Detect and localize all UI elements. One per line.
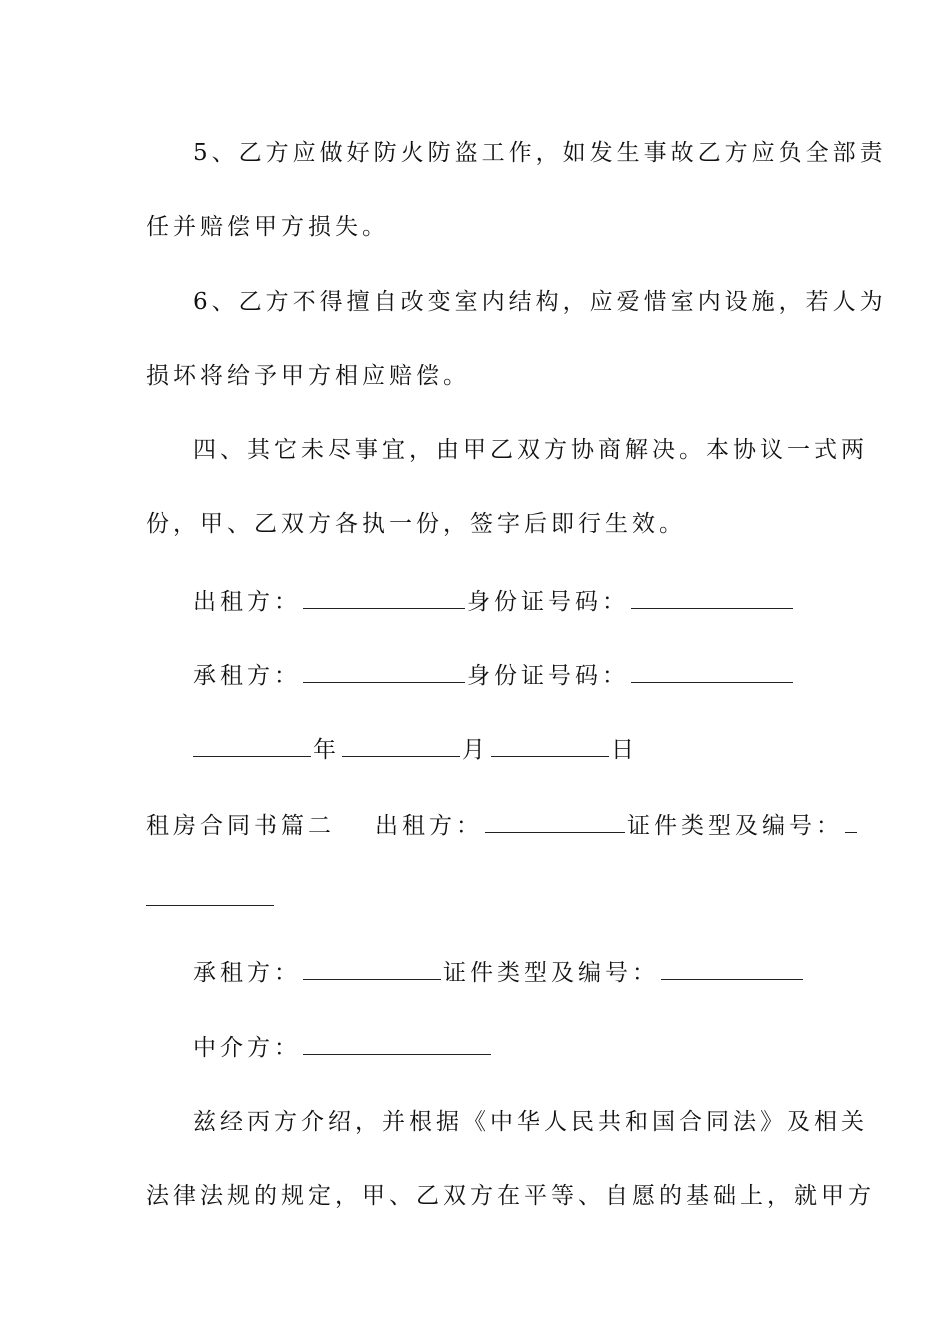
lessee-id-label: 身份证号码： — [467, 663, 629, 689]
clause-6-line-2: 损坏将给予甲方相应赔偿。 — [146, 363, 470, 389]
clause-6-line-1: 6、乙方不得擅自改变室内结构，应爱惜室内设施，若人为 — [193, 289, 887, 315]
lessor-name-blank[interactable] — [303, 586, 465, 609]
lessee-label: 承租方： — [193, 663, 301, 689]
clause-4-line-2: 份，甲、乙双方各执一份，签字后即行生效。 — [146, 511, 686, 537]
s2-lessor-cert-label: 证件类型及编号： — [627, 813, 843, 839]
s2-lessor-cert-blank-continued[interactable] — [146, 905, 274, 906]
lessee-id-blank[interactable] — [631, 660, 793, 683]
s2-lessee-row — [193, 957, 805, 988]
clause-4-line-1: 四、其它未尽事宜，由甲乙双方协商解决。本协议一式两 — [193, 437, 868, 463]
month-blank[interactable] — [342, 734, 460, 757]
s2-agent-blank[interactable] — [303, 1032, 491, 1055]
lessor-signature-row — [193, 586, 795, 617]
clause-5-line-2: 任并赔偿甲方损失。 — [146, 214, 389, 240]
lessee-name-blank[interactable] — [303, 660, 465, 683]
s2-lessor-label: 出租方： — [375, 813, 483, 839]
clause-5-line-1: 5、乙方应做好防火防盗工作，如发生事故乙方应负全部责 — [193, 140, 887, 166]
year-label: 年 — [313, 737, 340, 763]
lessor-label: 出租方： — [193, 589, 301, 615]
section-2-heading: 租房合同书篇二 — [146, 813, 335, 839]
day-label: 日 — [611, 737, 638, 763]
lessor-id-blank[interactable] — [631, 586, 793, 609]
section-2-heading-row — [146, 810, 859, 841]
month-label: 月 — [462, 737, 489, 763]
s2-lessee-cert-blank[interactable] — [661, 957, 803, 980]
s2-lessee-label: 承租方： — [193, 960, 301, 986]
date-row — [193, 734, 638, 765]
day-blank[interactable] — [491, 734, 609, 757]
s2-agent-row — [193, 1032, 493, 1063]
s2-intro-line-1: 兹经丙方介绍，并根据《中华人民共和国合同法》及相关 — [193, 1109, 868, 1135]
s2-lessee-blank[interactable] — [303, 957, 441, 980]
s2-lessee-cert-label: 证件类型及编号： — [443, 960, 659, 986]
s2-agent-label: 中介方： — [193, 1035, 301, 1061]
s2-lessor-cert-blank[interactable] — [845, 810, 857, 833]
lessor-id-label: 身份证号码： — [467, 589, 629, 615]
s2-lessor-blank[interactable] — [485, 810, 625, 833]
s2-intro-line-2: 法律法规的规定，甲、乙双方在平等、自愿的基础上，就甲方 — [146, 1183, 875, 1209]
lessee-signature-row — [193, 660, 795, 691]
year-blank[interactable] — [193, 734, 311, 757]
